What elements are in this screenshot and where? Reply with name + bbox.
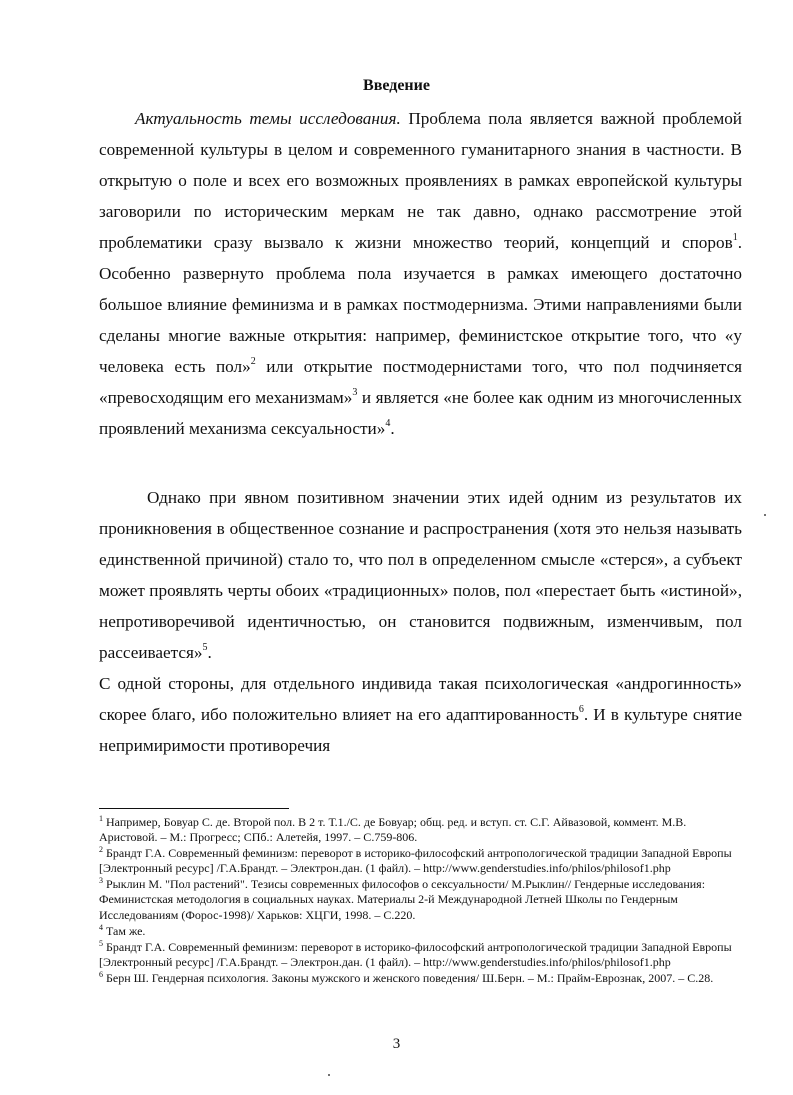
- footnote: [99, 815, 744, 845]
- footnote: [99, 940, 744, 970]
- text-run: . И в культуре снятие непримиримости противоречия: [99, 705, 742, 755]
- footnote-text: Брандт Г.А. Современный феминизм: переворот в историко-философский антропологической традиции Западной Европы [Электронный ресурс] /Г.А.Брандт. – Электрон.дан. (1 файл). – http://www.genderstudies.info/philos/philosof1.php: [99, 939, 732, 969]
- footnote-number: 2: [99, 845, 103, 855]
- footnote: [99, 924, 744, 939]
- footnote-text: Рыклин М. "Пол растений". Тезисы современных философов о сексуальности/ М.Рыклин// Гендерные исследования: Феминистская методология в социальных науках. Материалы 2-й Международной Летней Школы по Гендерным Исследованиям (Форос-1998)/ Харьков: ХЦГИ, 1998. – С.220.: [99, 877, 706, 922]
- footnote-ref: 6: [578, 704, 584, 715]
- text-run: или открытие постмодернистами того, что пол подчиняется «превосходящим его механизмам»: [99, 357, 742, 407]
- text-run: Однако при явном позитивном значении этих идей одним из результатов их проникновения в общественное сознание и распространения (хотя это нельзя называть единственной причиной) стало то, что пол в определенном смысле «стерся», а субъект может проявлять черты обоих «традиционных» полов, пол «перестает быть «истиной», непротиворечивой идентичностью, он становится подвижным, изменчивым, пол рассеивается»: [99, 488, 742, 662]
- lead-phrase: Актуальность темы исследования.: [135, 109, 401, 128]
- footnote-text: Брандт Г.А. Современный феминизм: переворот в историко-философский антропологической традиции Западной Европы [Электронный ресурс] /Г.А.Брандт. – Электрон.дан. (1 файл). – http://www.genderstudies.info/philos/philosof1.php: [99, 846, 732, 876]
- footnote-ref: 1: [732, 232, 738, 243]
- footnote-ref: 3: [352, 387, 358, 398]
- footnote-text: Там же.: [106, 923, 146, 938]
- section-title: Введение: [363, 77, 430, 94]
- footnote-number: 3: [99, 876, 103, 886]
- footnote-number: 4: [99, 922, 103, 932]
- paragraph-1: [99, 103, 742, 444]
- text-run: С одной стороны, для отдельного индивида такая психологическая «андрогинность» скорее благо, ибо положительно влияет на его адаптированность: [99, 674, 742, 724]
- footnote: [99, 971, 744, 986]
- footnote: [99, 846, 744, 876]
- text-run: . Особенно развернуто проблема пола изучается в рамках имеющего достаточно большое влияние феминизма и в рамках постмодернизма. Этими направлениями были сделаны многие важные открытия: например, феминистское открытие того, что «у человека есть пол»: [99, 233, 742, 376]
- footnotes: [99, 815, 744, 987]
- text-run: и является «не более как одним из многочисленных проявлений механизма сексуальности»: [99, 388, 742, 438]
- text-run: .: [390, 419, 395, 438]
- footnote-number: 5: [99, 938, 103, 948]
- footnote-ref: 4: [385, 418, 391, 429]
- text-run: .: [207, 643, 212, 662]
- paragraph-3: [99, 668, 742, 761]
- footnote-ref: 5: [202, 642, 208, 653]
- text-run: Проблема пола является важной проблемой современной культуры в целом и современного гуманитарного знания в частности. В открытую о поле и всех его возможных проявлениях в рамках европейской культуры заговорили по историческим меркам не так давно, однако рассмотрение этой проблематики сразу вызвало к жизни множество теорий, концепций и споров: [99, 109, 742, 252]
- footnote-number: 6: [99, 969, 103, 979]
- footnote-number: 1: [99, 814, 103, 823]
- scan-speck: [764, 514, 766, 516]
- footnote-ref: 2: [250, 356, 256, 367]
- footnote-text: Например, Бовуар С. де. Второй пол. В 2 т. Т.1./С. де Бовуар; общ. ред. и вступ. ст. С.Г. Айвазовой, коммент. М.В. Аристовой. – М.: Прогресс; СПб.: Алетейя, 1997. – С.759-806.: [99, 815, 687, 845]
- footnote: [99, 877, 744, 922]
- footnote-separator: [99, 808, 289, 809]
- footnote-text: Берн Ш. Гендерная психология. Законы мужского и женского поведения/ Ш.Берн. – М.: Прайм-Еврознак, 2007. – С.28.: [106, 970, 714, 985]
- paragraph-2: [99, 482, 742, 668]
- page-number: 3: [392, 1036, 401, 1052]
- scan-speck: [328, 1074, 330, 1076]
